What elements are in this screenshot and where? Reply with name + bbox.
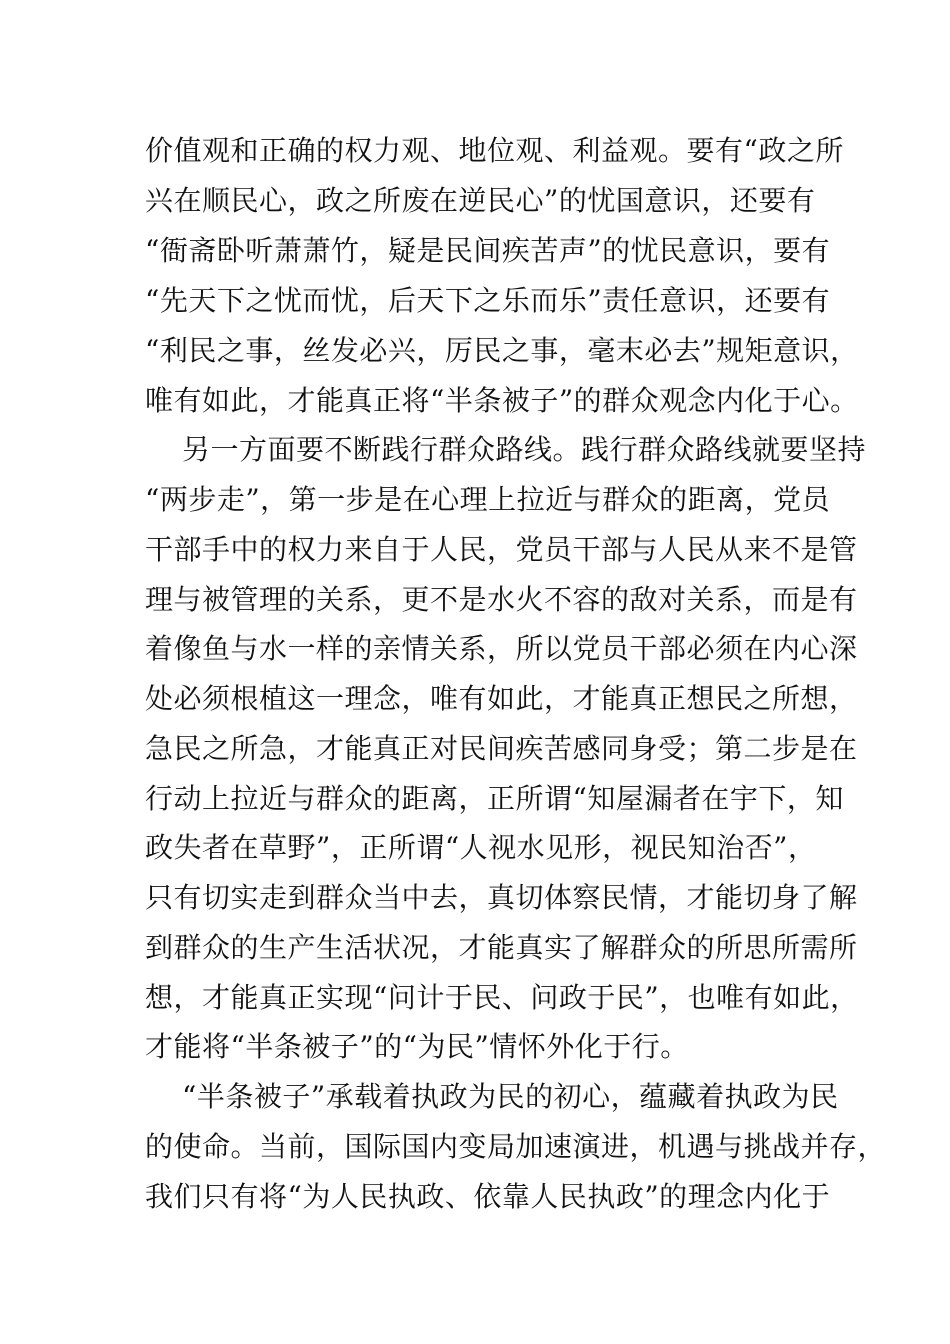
text-line: 只有切实走到群众当中去，真切体察民情，才能切身了解 [145, 881, 858, 914]
text-line: 干部手中的权力来自于人民，党员干部与人民从来不是管 [145, 533, 858, 566]
text-line: 的使命。当前，国际国内变局加速演进，机遇与挑战并存， [145, 1130, 887, 1163]
text-line: 政失者在草野”，正所谓“人视水见形，视民知治否”， [145, 831, 817, 864]
text-line: 理与被管理的关系，更不是水火不容的敌对关系，而是有 [145, 583, 858, 616]
text-line: 想，才能真正实现“问计于民、问政于民”，也唯有如此， [145, 981, 859, 1014]
text-line: 着像鱼与水一样的亲情关系，所以党员干部必须在内心深 [145, 632, 858, 665]
text-line: 处必须根植这一理念，唯有如此，才能真正想民之所想， [145, 682, 858, 715]
text-line: 急民之所急，才能真正对民间疾苦感同身受；第二步是在 [145, 732, 858, 765]
text-line: 才能将“半条被子”的“为民”情怀外化于行。 [145, 1030, 689, 1063]
text-line: “两步走”，第一步是在心理上拉近与群众的距离，党员 [145, 483, 831, 516]
text-line: 行动上拉近与群众的距离，正所谓“知屋漏者在宇下，知 [145, 782, 844, 815]
text-line: 兴在顺民心，政之所废在逆民心”的忧国意识，还要有 [145, 184, 816, 217]
paragraph-first-line: “半条被子”承载着执政为民的初心，蕴藏着执政为民 [182, 1080, 839, 1113]
text-line: 我们只有将“为人民执政、依靠人民执政”的理念内化于 [145, 1180, 831, 1213]
text-line: “利民之事，丝发必兴，厉民之事，毫末必去”规矩意识， [145, 334, 859, 367]
text-line: “衙斋卧听萧萧竹，疑是民间疾苦声”的忧民意识，要有 [145, 234, 831, 267]
text-line: 价值观和正确的权力观、地位观、利益观。要有“政之所 [145, 134, 844, 167]
paragraph-first-line: 另一方面要不断践行群众路线。践行群众路线就要坚持 [182, 433, 867, 466]
text-line: “先天下之忧而忧，后天下之乐而乐”责任意识，还要有 [145, 284, 831, 317]
text-line: 到群众的生产生活状况，才能真实了解群众的所思所需所 [145, 931, 858, 964]
text-line: 唯有如此，才能真正将“半条被子”的群众观念内化于心。 [145, 384, 859, 417]
